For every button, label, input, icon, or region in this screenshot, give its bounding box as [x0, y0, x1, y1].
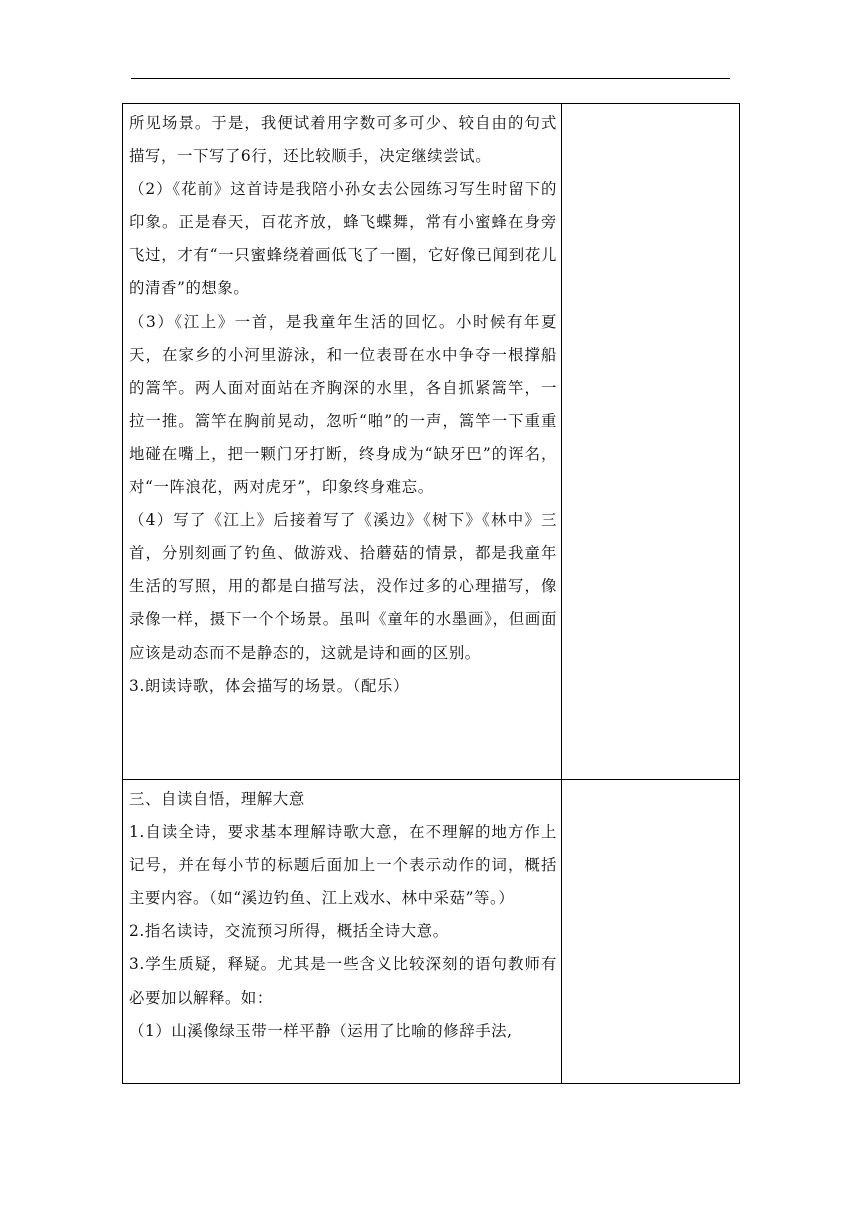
notes-cell: [562, 104, 740, 780]
paragraph-scene-continuation: 所见场景。于是，我便试着用字数可多可少、较自由的句式描写，一下写了6行，还比较顺手，决定继续尝试。: [129, 114, 557, 166]
notes-cell: [562, 780, 740, 1084]
lesson-plan-table: [122, 103, 740, 1084]
content-cell: [123, 104, 562, 780]
paragraph-poem-jiangshang: （3）《江上》一首，是我童年生活的回忆。小时候有年夏天，在家乡的小河里游泳，和一位表哥在水中争夺一根撑船的篙竿。两人面对面站在齐胸深的水里，各自抓紧篙竿，一拉一推。篙竿在胸前晃动，忽听“啪”的一声，篙竿一下重重地碰在嘴上，把一颗门牙打断，终身成为“缺牙巴”的诨名，对“一阵浪花，两对虎牙”，印象终身难忘。: [129, 312, 557, 497]
paragraph-read-aloud: 3.朗读诗歌，体会描写的场景。（配乐）: [129, 676, 410, 695]
header-rule: [131, 78, 730, 79]
table-row: [123, 104, 740, 780]
paragraph-self-reading: 1.自读全诗，要求基本理解诗歌大意，在不理解的地方作上记号，并在每小节的标题后面加上一个表示动作的词，概括主要内容。（如“溪边钓鱼、江上戏水、林中采菇”等。）: [129, 823, 557, 908]
paragraph-other-poems: （4）写了《江上》后接着写了《溪边》《树下》《林中》三首，分别刻画了钓鱼、做游戏、拾蘑菇的情景，都是我童年生活的写照，用的都是白描写法，没作过多的心理描写，像录像一样，摄下一个个场景。虽叫《童年的水墨画》，但画面应该是动态而不是静态的，这就是诗和画的区别。: [129, 511, 557, 662]
paragraph-poem-huaqian: （2）《花前》这首诗是我陪小孙女去公园练习写生时留下的印象。正是春天，百花齐放，蜂飞蝶舞，常有小蜜蜂在身旁飞过，才有“一只蜜蜂绕着画低飞了一圈，它好像已闻到花儿的清香”的想象。: [129, 180, 557, 298]
paragraph-named-reading: 2.指名读诗，交流预习所得，概括全诗大意。: [129, 922, 449, 941]
table-row: [123, 780, 740, 1084]
section-heading: 三、自读自悟，理解大意: [129, 790, 305, 808]
paragraph-example-1: （1）山溪像绿玉带一样平静（运用了比喻的修辞手法,: [129, 1021, 513, 1040]
content-cell: [123, 780, 562, 1084]
paragraph-questions: 3.学生质疑，释疑。尤其是一些含义比较深刻的语句教师有必要加以解释。如：: [129, 955, 557, 1007]
